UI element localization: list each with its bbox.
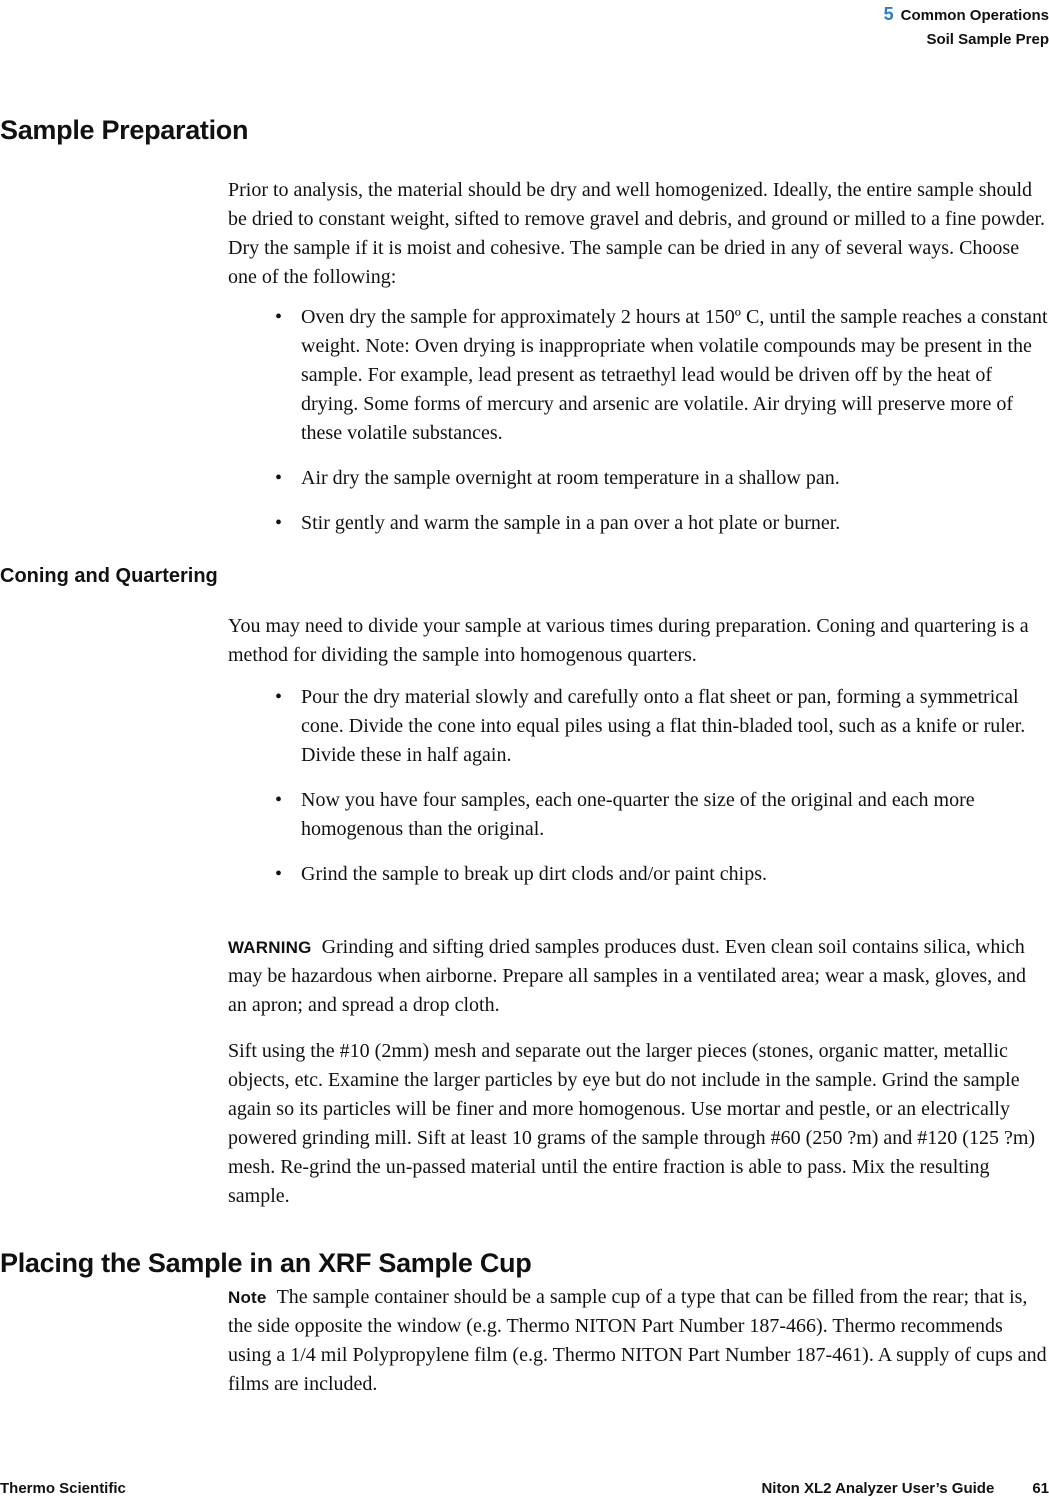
note-label: Note [228, 1288, 267, 1307]
coning-steps-list [272, 683, 1048, 905]
list-item [272, 786, 1048, 844]
drying-methods-list [272, 303, 1048, 554]
list-item-text: Now you have four samples, each one-quarter the size of the original and each more homogenous than the original. [301, 789, 975, 840]
running-footer [0, 1480, 1049, 1504]
chapter-line [884, 2, 1049, 28]
list-item [272, 464, 1048, 493]
page-number: 61 [1032, 1480, 1049, 1497]
bullet-icon: • [275, 863, 283, 885]
note-text: The sample container should be a sample cup of a type that can be filled from the rear; that is, the side opposite the window (e.g. Thermo NITON Part Number 187-466). Thermo recommends using a 1/4 mil Polypropylene film (e.g. Thermo NITON Part Number 187-461). A supply of cups and films are included. [228, 1286, 1047, 1395]
bullet-icon: • [275, 686, 283, 708]
footer-publisher: Thermo Scientific [0, 1480, 126, 1497]
running-header [884, 2, 1049, 52]
list-item-text: Air dry the sample overnight at room temperature in a shallow pan. [301, 467, 840, 489]
coning-intro: You may need to divide your sample at various times during preparation. Coning and quartering is a method for dividing the sample into homogenous quarters. [228, 615, 1029, 666]
list-item-text: Stir gently and warm the sample in a pan over a hot plate or burner. [301, 512, 841, 534]
chapter-title: Common Operations [900, 7, 1049, 24]
placing-sample-heading: Placing the Sample in an XRF Sample Cup [0, 1248, 532, 1278]
list-item-text: Pour the dry material slowly and carefully onto a flat sheet or pan, forming a symmetrical cone. Divide the cone into equal piles using a flat thin-bladed tool, such as a knife or ruler. Divide these in half again. [301, 686, 1026, 766]
chapter-number: 5 [883, 4, 894, 24]
list-item [272, 509, 1048, 538]
list-item-text: Oven dry the sample for approximately 2 hours at 150º C, until the sample reaches a constant weight. Note: Oven drying is inappropriate when volatile compounds may be present in the sample. For example, lead present as tetraethyl lead would be driven off by the heat of drying. Some forms of mercury and arsenic are volatile. Air drying will preserve more of these volatile substances. [301, 306, 1048, 444]
warning-paragraph [228, 933, 1048, 1020]
coning-quartering-heading: Coning and Quartering [0, 565, 218, 587]
footer-right [761, 1480, 1049, 1497]
list-item [272, 683, 1048, 770]
bullet-icon: • [275, 789, 283, 811]
footer-guide-title: Niton XL2 Analyzer User’s Guide [761, 1480, 995, 1497]
warning-label: WARNING [228, 938, 312, 957]
sift-paragraph: Sift using the #10 (2mm) mesh and separate out the larger pieces (stones, organic matter, metallic objects, etc. Examine the larger particles by eye but do not include in the sample. Grind the sample again so its particles will be finer and more homogenous. Use mortar and pestle, or an electrically powered grinding mill. Sift at least 10 grams of the sample through #60 (250 ?m) and #120 (125 ?m) mesh. Re-grind the un-passed material until the entire fraction is able to pass. Mix the resulting sample. [228, 1040, 1036, 1207]
bullet-icon: • [275, 467, 283, 489]
bullet-icon: • [275, 306, 283, 328]
sample-prep-intro: Prior to analysis, the material should be dry and well homogenized. Ideally, the entire sample should be dried to constant weight, sifted to remove gravel and debris, and ground or milled to a fine powder. Dry the sample if it is moist and cohesive. The sample can be dried in any of several ways. Choose one of the following: [228, 179, 1046, 288]
section-title: Soil Sample Prep [926, 31, 1049, 48]
list-item [272, 860, 1048, 889]
list-item-text: Grind the sample to break up dirt clods and/or paint chips. [301, 863, 768, 885]
note-paragraph [228, 1283, 1048, 1399]
warning-text: Grinding and sifting dried samples produces dust. Even clean soil contains silica, which may be hazardous when airborne. Prepare all samples in a ventilated area; wear a mask, gloves, and an apron; and spread a drop cloth. [228, 936, 1027, 1016]
list-item [272, 303, 1048, 448]
sample-preparation-heading: Sample Preparation [0, 115, 249, 145]
bullet-icon: • [275, 512, 283, 534]
